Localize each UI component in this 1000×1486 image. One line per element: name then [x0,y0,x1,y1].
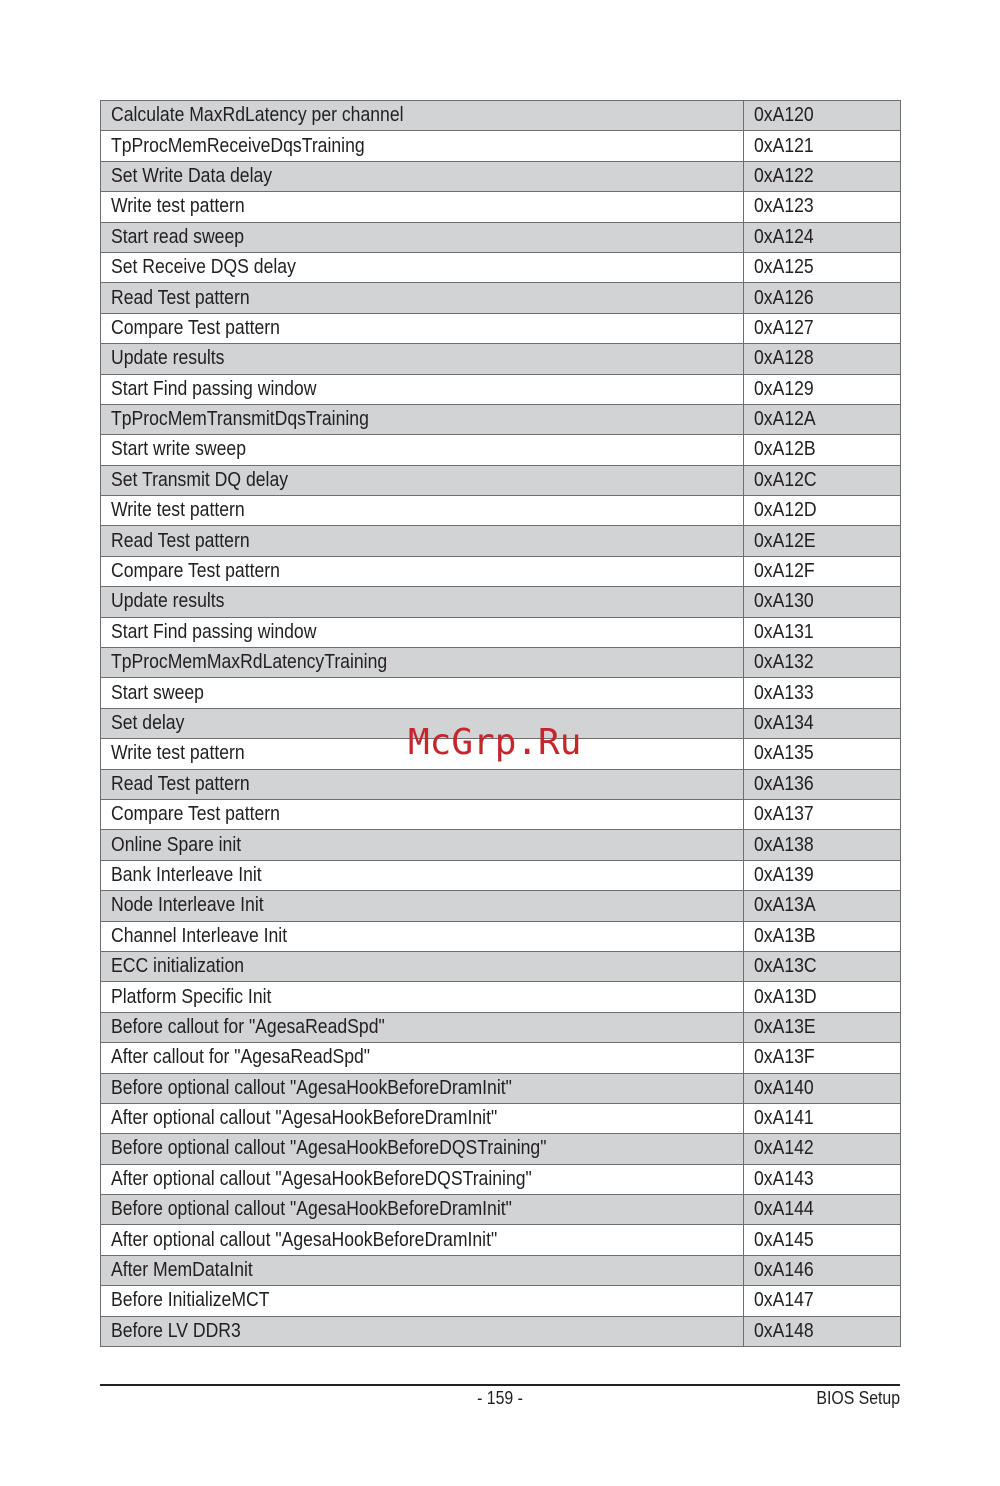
description-text: Before callout for "AgesaReadSpd" [111,1015,385,1038]
code-cell [744,891,901,921]
code-text: 0xA130 [754,590,814,613]
description-cell [101,1043,744,1073]
code-cell [744,101,901,131]
table-row [101,769,901,799]
code-cell [744,283,901,313]
description-text: After optional callout "AgesaHookBeforeDramInit" [111,1228,498,1251]
code-cell [744,1286,901,1316]
table-row [101,830,901,860]
code-cell [744,769,901,799]
code-cell [744,739,901,769]
code-text: 0xA142 [754,1137,814,1160]
code-cell [744,921,901,951]
description-text: Read Test pattern [111,286,250,309]
code-text: 0xA139 [754,863,814,886]
description-cell [101,374,744,404]
table-row [101,161,901,191]
description-cell [101,161,744,191]
description-text: Start Find passing window [111,620,317,643]
code-text: 0xA140 [754,1076,814,1099]
description-cell [101,192,744,222]
table-row [101,496,901,526]
description-text: Before optional callout "AgesaHookBeforeDQSTraining" [111,1137,547,1160]
code-cell [744,648,901,678]
description-cell [101,404,744,434]
code-text: 0xA135 [754,742,814,765]
description-cell [101,1225,744,1255]
description-text: Write test pattern [111,499,245,522]
description-cell [101,283,744,313]
description-cell [101,131,744,161]
description-text: After optional callout "AgesaHookBeforeDramInit" [111,1107,498,1130]
code-cell [744,1073,901,1103]
code-text: 0xA122 [754,164,814,187]
code-cell [744,404,901,434]
code-cell [744,678,901,708]
code-text: 0xA136 [754,772,814,795]
code-text: 0xA13A [754,894,816,917]
table-row [101,1043,901,1073]
description-text: ECC initialization [111,955,245,978]
description-text: Write test pattern [111,195,245,218]
description-text: Platform Specific Init [111,985,272,1008]
code-cell [744,496,901,526]
table-row [101,131,901,161]
table-row [101,1134,901,1164]
code-text: 0xA126 [754,286,814,309]
watermark: McGrp.Ru [408,722,582,763]
description-cell [101,556,744,586]
code-text: 0xA146 [754,1259,814,1282]
table-row [101,313,901,343]
code-text: 0xA13E [754,1015,816,1038]
code-cell [744,982,901,1012]
code-text: 0xA123 [754,195,814,218]
code-cell [744,1103,901,1133]
table-row [101,1195,901,1225]
description-cell [101,252,744,282]
description-cell [101,921,744,951]
table-row [101,648,901,678]
code-cell [744,252,901,282]
description-text: Read Test pattern [111,772,250,795]
description-text: Set Receive DQS delay [111,256,296,279]
code-text: 0xA127 [754,316,814,339]
table-row [101,526,901,556]
table-row [101,617,901,647]
code-cell [744,587,901,617]
description-text: Compare Test pattern [111,316,280,339]
description-text: Read Test pattern [111,529,250,552]
description-text: Before optional callout "AgesaHookBeforeDramInit" [111,1076,512,1099]
table-row [101,283,901,313]
code-cell [744,222,901,252]
description-text: Online Spare init [111,833,242,856]
description-text: Set Transmit DQ delay [111,468,289,491]
table-row [101,192,901,222]
description-cell [101,830,744,860]
description-cell [101,982,744,1012]
table-row [101,252,901,282]
code-cell [744,131,901,161]
code-text: 0xA12A [754,408,816,431]
table-row [101,921,901,951]
description-cell [101,891,744,921]
code-text: 0xA132 [754,651,814,674]
code-text: 0xA128 [754,347,814,370]
table-row [101,374,901,404]
code-text: 0xA121 [754,134,814,157]
description-cell [101,648,744,678]
table-row [101,1225,901,1255]
description-text: Before optional callout "AgesaHookBeforeDramInit" [111,1198,512,1221]
table-row [101,1316,901,1346]
description-cell [101,1012,744,1042]
code-cell [744,1316,901,1346]
code-text: 0xA129 [754,377,814,400]
code-text: 0xA12F [754,560,815,583]
description-cell [101,101,744,131]
description-cell [101,799,744,829]
description-cell [101,587,744,617]
page-number-text: - 159 - [477,1388,523,1408]
description-cell [101,860,744,890]
description-text: Set delay [111,712,185,734]
description-text: Node Interleave Init [111,894,264,917]
code-cell [744,435,901,465]
code-cell [744,1255,901,1285]
section-name [805,1388,900,1409]
description-text: Update results [111,590,225,613]
table-row [101,891,901,921]
table-row [101,435,901,465]
description-text: Compare Test pattern [111,803,280,826]
code-cell [744,161,901,191]
description-cell [101,465,744,495]
table-row [101,678,901,708]
description-cell [101,1286,744,1316]
description-cell [101,678,744,708]
code-cell [744,465,901,495]
table-row [101,1255,901,1285]
description-cell [101,222,744,252]
description-cell [101,1073,744,1103]
description-cell [101,1164,744,1194]
description-text: Set Write Data delay [111,164,273,187]
description-text: Bank Interleave Init [111,863,262,886]
code-text: 0xA12C [754,468,817,491]
description-cell [101,1195,744,1225]
code-cell [744,1043,901,1073]
table-row [101,1073,901,1103]
code-text: 0xA13C [754,955,817,978]
table-row [101,1103,901,1133]
code-cell [744,799,901,829]
code-cell [744,1134,901,1164]
code-text: 0xA13D [754,985,817,1008]
description-cell [101,769,744,799]
code-cell [744,344,901,374]
code-text: 0xA125 [754,256,814,279]
table-row [101,465,901,495]
code-cell [744,1195,901,1225]
description-cell [101,1103,744,1133]
description-text: After optional callout "AgesaHookBeforeDQSTraining" [111,1167,532,1190]
code-cell [744,313,901,343]
table-row [101,1012,901,1042]
description-text: After MemDataInit [111,1259,253,1282]
description-text: Start sweep [111,681,204,704]
code-text: 0xA143 [754,1167,814,1190]
code-text: 0xA13F [754,1046,815,1069]
code-text: 0xA148 [754,1319,814,1342]
code-cell [744,617,901,647]
table-row [101,587,901,617]
description-cell [101,617,744,647]
description-text: TpProcMemTransmitDqsTraining [111,408,369,431]
code-text: 0xA120 [754,104,814,127]
description-text: Before LV DDR3 [111,1319,241,1342]
description-text: Update results [111,347,225,370]
code-text: 0xA137 [754,803,814,826]
code-text: 0xA12B [754,438,816,461]
description-cell [101,951,744,981]
description-cell [101,1134,744,1164]
code-cell [744,526,901,556]
description-text: Start write sweep [111,438,246,461]
page-number [440,1388,560,1409]
code-cell [744,951,901,981]
code-cell [744,374,901,404]
table-row [101,556,901,586]
code-cell [744,830,901,860]
code-text: 0xA145 [754,1228,814,1251]
code-text: 0xA131 [754,620,814,643]
description-text: After callout for "AgesaReadSpd" [111,1046,371,1069]
description-text: Before InitializeMCT [111,1289,270,1312]
code-text: 0xA12E [754,529,816,552]
table-row [101,982,901,1012]
code-cell [744,1012,901,1042]
description-text: Channel Interleave Init [111,924,288,947]
description-text: Write test pattern [111,742,245,765]
table-row [101,799,901,829]
code-cell [744,192,901,222]
section-name-text: BIOS Setup [816,1388,900,1408]
table-row [101,1164,901,1194]
footer-divider [100,1384,900,1386]
code-cell [744,1225,901,1255]
code-cell [744,556,901,586]
description-text: Start Find passing window [111,377,317,400]
description-cell [101,313,744,343]
code-text: 0xA12D [754,499,817,522]
code-cell [744,708,901,738]
table-row [101,860,901,890]
table-row [101,951,901,981]
description-cell [101,1255,744,1285]
description-text: Calculate MaxRdLatency per channel [111,104,404,127]
description-cell [101,1316,744,1346]
description-text: TpProcMemMaxRdLatencyTraining [111,651,388,674]
code-text: 0xA13B [754,924,816,947]
description-text: TpProcMemReceiveDqsTraining [111,134,365,157]
code-text: 0xA144 [754,1198,814,1221]
table-row [101,344,901,374]
code-text: 0xA133 [754,681,814,704]
table-row [101,404,901,434]
description-cell [101,435,744,465]
code-text: 0xA147 [754,1289,814,1312]
description-cell [101,496,744,526]
table-row [101,101,901,131]
code-text: 0xA138 [754,833,814,856]
code-cell [744,1164,901,1194]
code-text: 0xA141 [754,1107,814,1130]
description-cell [101,344,744,374]
code-text: 0xA124 [754,225,814,248]
table-row [101,1286,901,1316]
description-text: Start read sweep [111,225,245,248]
description-cell [101,526,744,556]
table-row [101,222,901,252]
code-text: 0xA134 [754,712,814,734]
code-cell [744,860,901,890]
description-text: Compare Test pattern [111,560,280,583]
